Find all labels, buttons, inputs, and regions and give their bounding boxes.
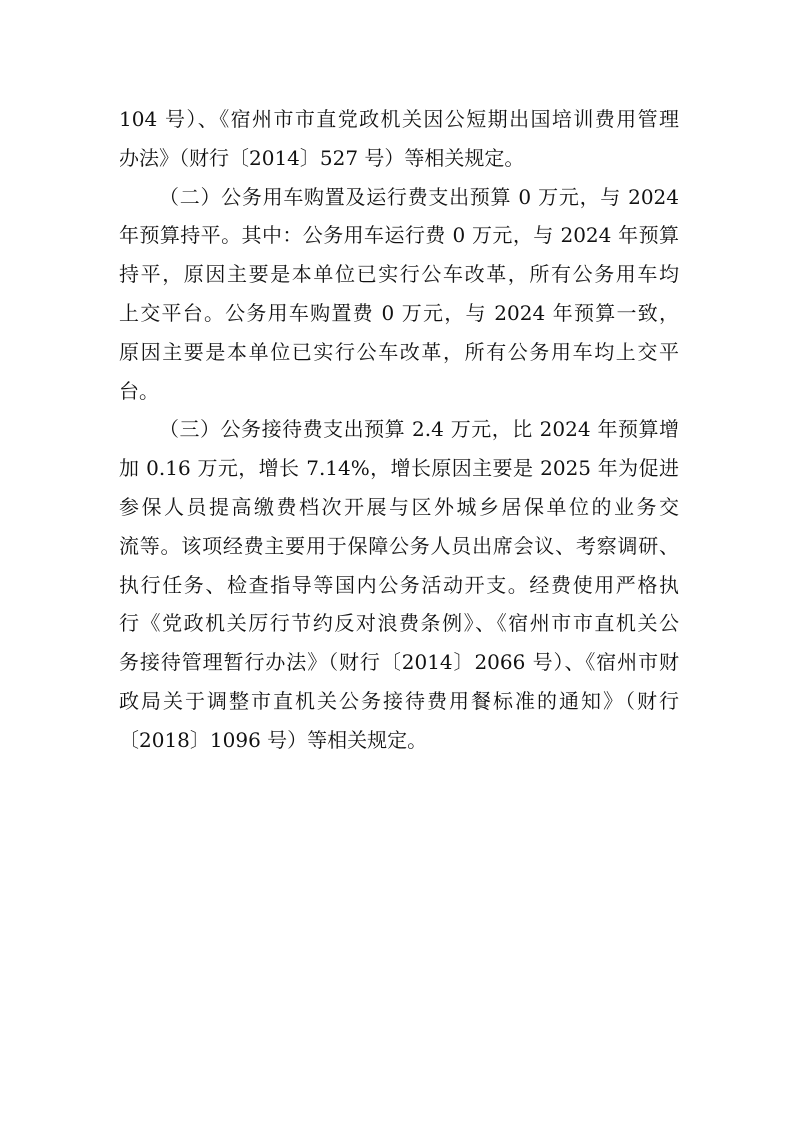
text-line: 务接待管理暂行办法》（财行〔2014〕2066 号）、《宿州市财 [119, 650, 679, 675]
text-line: 台。 [119, 378, 159, 403]
text-line: 参保人员提高缴费档次开展与区外城乡居保单位的业务交 [119, 494, 679, 519]
paragraph-heading-line: （三）公务接待费支出预算 2.4 万元，比 2024 年预算增 [159, 417, 679, 442]
text-line: 执行任务、检查指导等国内公务活动开支。经费使用严格执 [119, 572, 679, 597]
text-line: 104 号）、《宿州市市直党政机关因公短期出国培训费用管理 [119, 107, 679, 131]
text-line: 办法》（财行〔2014〕527 号）等相关规定。 [119, 145, 525, 170]
text-line: 上交平台。公务用车购置费 0 万元，与 2024 年预算一致， [119, 300, 679, 325]
text-line: 〔2018〕1096 号）等相关规定。 [119, 727, 428, 752]
text-line: 原因主要是本单位已实行公车改革，所有公务用车均上交平 [119, 339, 679, 364]
text-line: 年预算持平。其中：公务用车运行费 0 万元，与 2024 年预算 [119, 223, 679, 248]
text-line: 政局关于调整市直机关公务接待费用餐标准的通知》（财行 [119, 688, 679, 713]
body-text [119, 100, 679, 760]
text-line: 行《党政机关厉行节约反对浪费条例》、《宿州市市直机关公 [119, 611, 679, 636]
text-line: 加 0.16 万元，增长 7.14%，增长原因主要是 2025 年为促进 [119, 456, 679, 481]
text-line: 流等。该项经费主要用于保障公务人员出席会议、考察调研、 [119, 533, 679, 558]
text-line: 持平，原因主要是本单位已实行公车改革，所有公务用车均 [119, 262, 679, 287]
paragraph-heading-line: （二）公务用车购置及运行费支出预算 0 万元，与 2024 [159, 184, 679, 209]
